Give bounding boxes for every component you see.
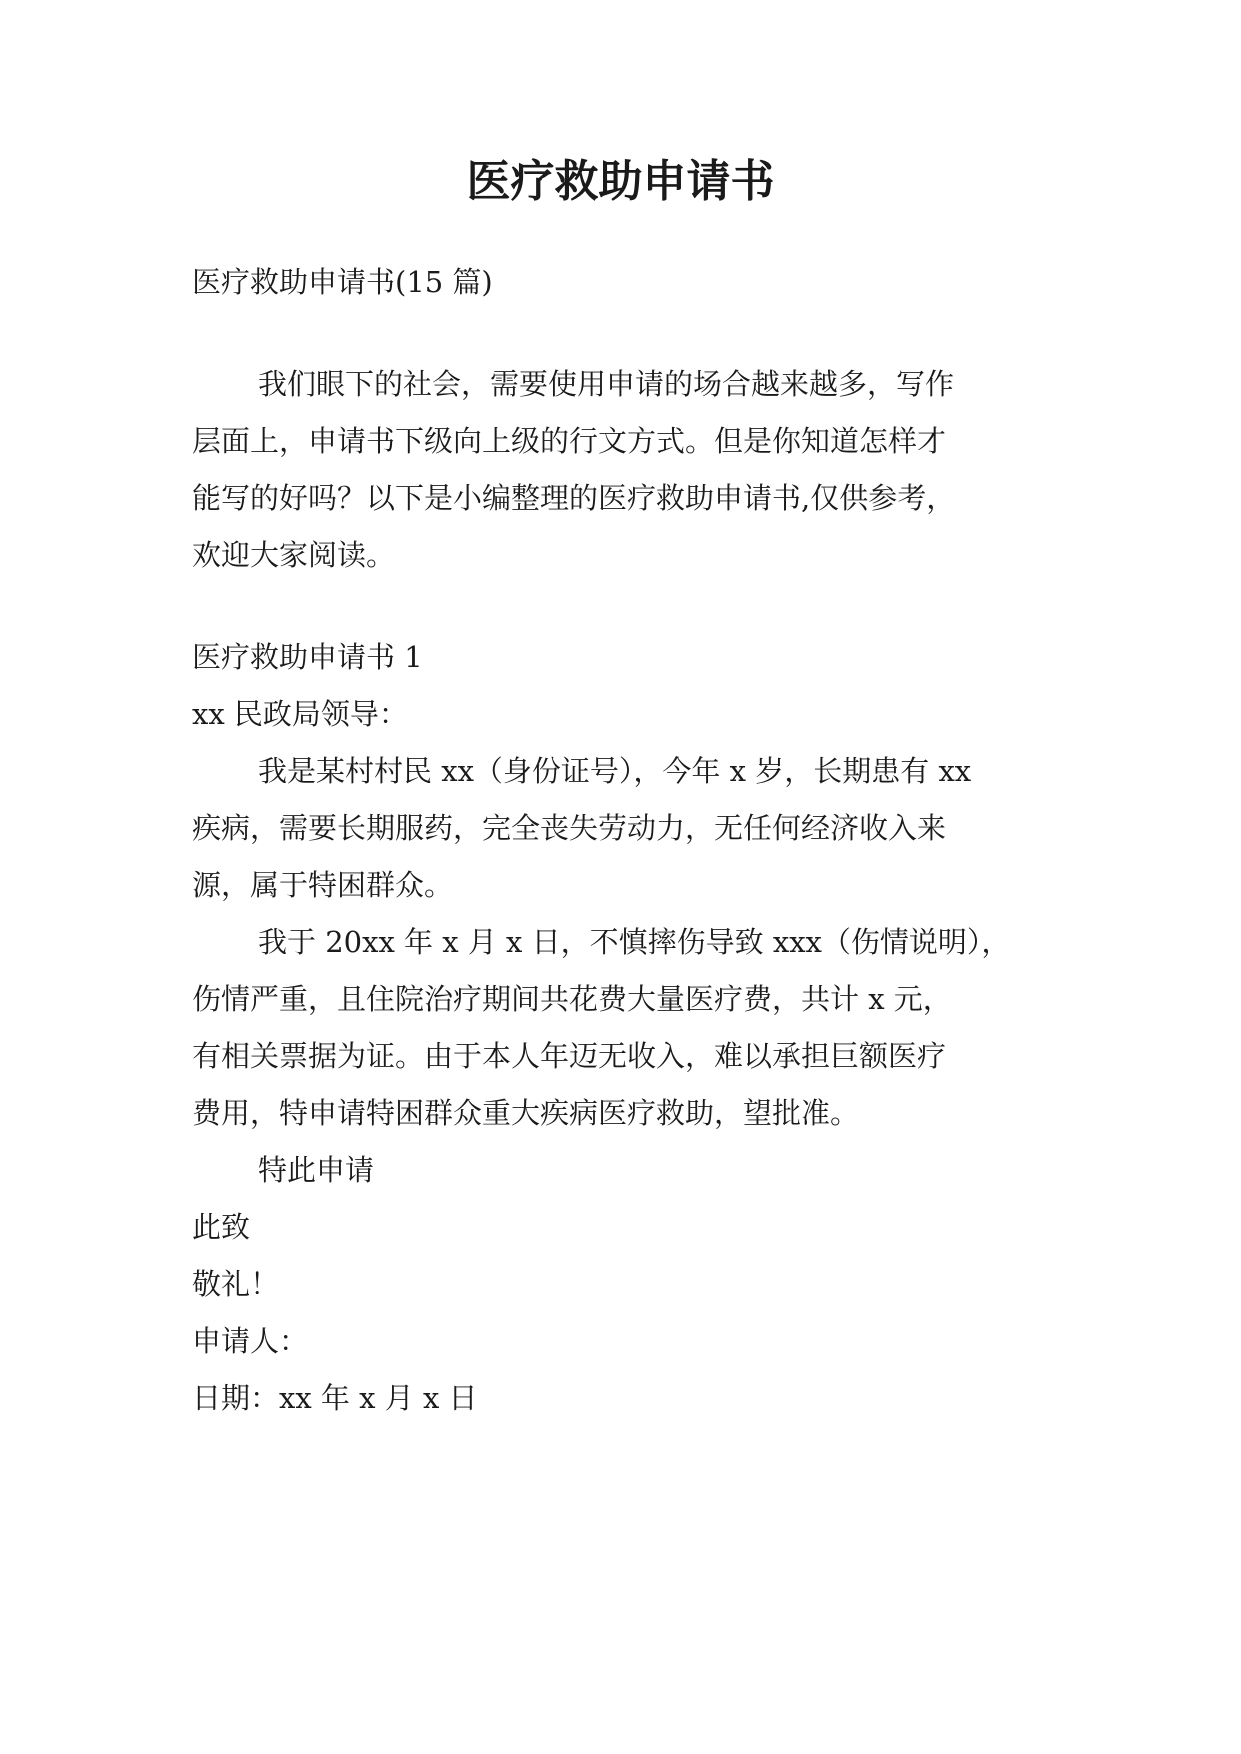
document-subtitle: 医疗救助申请书(15 篇) [192,265,493,299]
intro-line-2: 层面上，申请书下级向上级的行文方式。但是你知道怎样才 [192,424,947,458]
paragraph2-line-4: 费用，特申请特困群众重大疾病医疗救助，望批准。 [192,1096,860,1130]
salutation: xx 民政局领导： [192,697,408,731]
intro-line-1: 我们眼下的社会，需要使用申请的场合越来越多，写作 [258,367,955,401]
date-line: 日期：xx 年 x 月 x 日 [192,1381,478,1415]
regards-line-2: 敬礼！ [192,1267,280,1301]
section-heading: 医疗救助申请书 1 [192,640,423,674]
intro-line-4: 欢迎大家阅读。 [192,538,396,572]
paragraph1-line-1: 我是某村村民 xx（身份证号），今年 x 岁，长期患有 xx [258,754,972,788]
paragraph1-line-2: 疾病，需要长期服药，完全丧失劳动力，无任何经济收入来 [192,811,947,845]
paragraph2-line-3: 有相关票据为证。由于本人年迈无收入，难以承担巨额医疗 [192,1039,947,1073]
document-title: 医疗救助申请书 [466,156,775,207]
intro-line-3: 能写的好吗？以下是小编整理的医疗救助申请书,仅供参考， [192,481,956,515]
paragraph2-line-2: 伤情严重，且住院治疗期间共花费大量医疗费，共计 x 元， [192,982,952,1016]
closing-line: 特此申请 [258,1153,375,1187]
paragraph2-line-1: 我于 20xx 年 x 月 x 日，不慎摔伤导致 xxx（伤情说明）， [258,925,1011,959]
regards-line-1: 此致 [192,1210,251,1244]
paragraph1-line-3: 源，属于特困群众。 [192,868,454,902]
applicant-line: 申请人： [192,1324,309,1358]
